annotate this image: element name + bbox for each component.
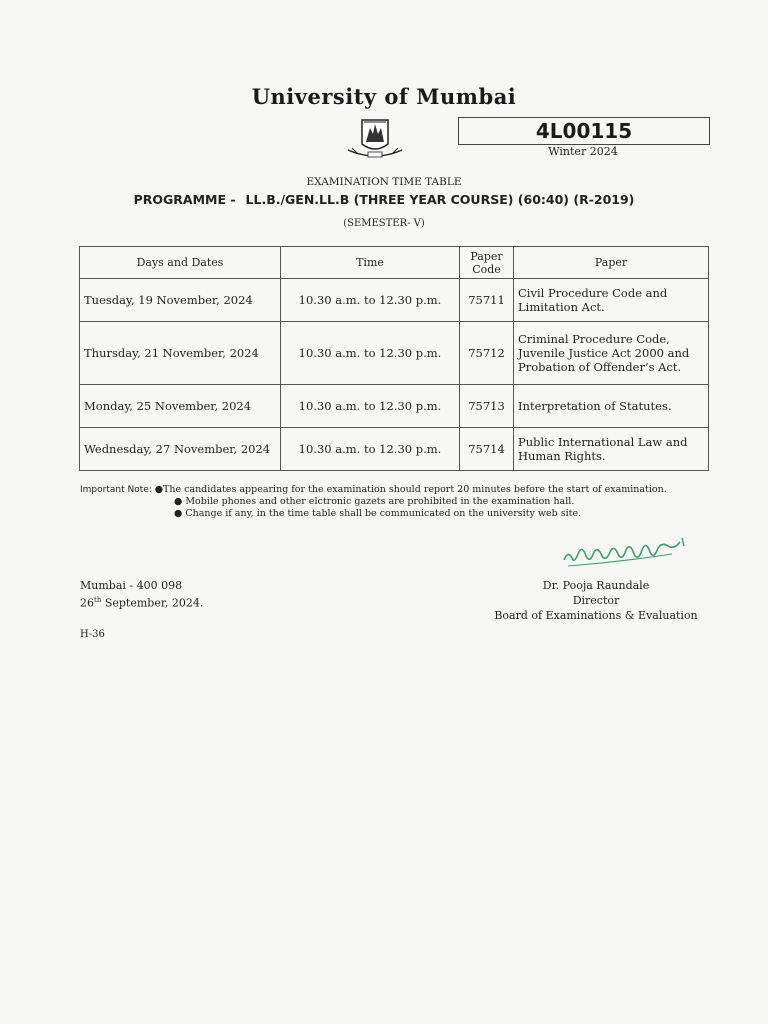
- issue-date: [80, 593, 203, 611]
- paper-line: Criminal Procedure Code,: [518, 332, 670, 346]
- paper-line: Civil Procedure Code and: [518, 286, 668, 300]
- date-rest: September, 2024.: [101, 596, 204, 610]
- session-label: Winter 2024: [548, 145, 618, 158]
- paper-line: Juvenile Justice Act 2000 and: [518, 346, 690, 360]
- note-text: Change if any, in the time table shall be communicated on the university web site.: [185, 508, 582, 519]
- row-time: 10.30 a.m. to 12.30 p.m.: [281, 322, 460, 385]
- row-code: 75711: [460, 279, 514, 322]
- table-row: [80, 385, 709, 428]
- header-time: Time: [281, 247, 460, 279]
- programme-name: LL.B./GEN.LL.B (THREE YEAR COURSE) (60:40) (R-2019): [245, 192, 635, 207]
- note-text: Mobile phones and other elctronic gazets are prohibited in the examination hall.: [185, 496, 575, 507]
- notes-lead: Important Note:: [80, 485, 155, 495]
- programme-prefix: PROGRAMME -: [133, 192, 236, 207]
- row-time: 10.30 a.m. to 12.30 p.m.: [281, 279, 460, 322]
- signatory-name: Dr. Pooja Raundale: [542, 579, 650, 592]
- place: Mumbai - 400 098: [80, 579, 183, 592]
- reference-code: H-36: [80, 629, 105, 640]
- header-paper: Paper: [514, 247, 709, 279]
- exam-timetable-title: EXAMINATION TIME TABLE: [306, 176, 462, 188]
- row-day: Thursday, 21 November, 2024: [80, 322, 281, 385]
- signatory-designation: Director: [572, 594, 620, 607]
- header-days: Days and Dates: [80, 247, 281, 279]
- paper-line: Probation of Offender’s Act.: [518, 360, 682, 374]
- place-date-block: [80, 578, 203, 611]
- note-item: [80, 508, 667, 520]
- date-sup: th: [94, 596, 102, 604]
- paper-code-box: 4L00115: [458, 117, 710, 145]
- bullet-icon: ●: [174, 496, 183, 507]
- note-item: [80, 496, 667, 508]
- row-paper: [514, 385, 709, 428]
- row-day: Wednesday, 27 November, 2024: [80, 428, 281, 471]
- bullet-icon: ●: [154, 484, 163, 495]
- table-row: [80, 428, 709, 471]
- header-code-line2: Code: [472, 262, 501, 276]
- timetable: [79, 246, 709, 471]
- paper-line: Human Rights.: [518, 449, 606, 463]
- table-header-row: [80, 247, 709, 279]
- semester-label: (SEMESTER- V): [343, 218, 425, 229]
- row-time: 10.30 a.m. to 12.30 p.m.: [281, 385, 460, 428]
- row-time: 10.30 a.m. to 12.30 p.m.: [281, 428, 460, 471]
- row-day: Monday, 25 November, 2024: [80, 385, 281, 428]
- note-item: [80, 484, 667, 496]
- university-title: University of Mumbai: [251, 84, 517, 109]
- signatory-board: Board of Examinations & Evaluation: [494, 609, 698, 622]
- row-code: 75713: [460, 385, 514, 428]
- header-code: [460, 247, 514, 279]
- date-day: 26: [80, 596, 94, 610]
- university-emblem-icon: [344, 114, 406, 162]
- row-day: Tuesday, 19 November, 2024: [80, 279, 281, 322]
- programme-line: [0, 192, 768, 207]
- row-paper: [514, 428, 709, 471]
- important-notes: [80, 484, 667, 520]
- row-code: 75712: [460, 322, 514, 385]
- note-text: The candidates appearing for the examination should report 20 minutes before the start of examination.: [162, 484, 667, 495]
- table-row: [80, 322, 709, 385]
- paper-line: Interpretation of Statutes.: [518, 399, 672, 413]
- signature-icon: [560, 532, 690, 572]
- signatory-block: [480, 578, 712, 623]
- table-row: [80, 279, 709, 322]
- paper-line: Limitation Act.: [518, 300, 605, 314]
- bullet-icon: ●: [174, 508, 183, 519]
- row-paper: [514, 279, 709, 322]
- paper-line: Public International Law and: [518, 435, 688, 449]
- row-paper: [514, 322, 709, 385]
- row-code: 75714: [460, 428, 514, 471]
- header-code-line1: Paper: [470, 249, 503, 263]
